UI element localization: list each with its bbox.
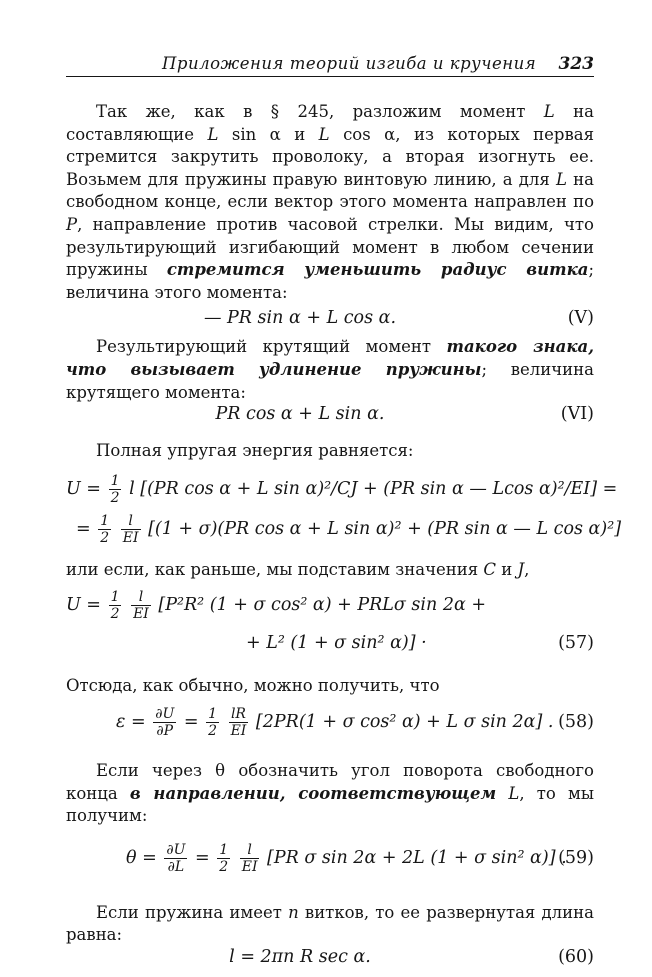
paragraph-3: Полная упругая энергия равняется:: [96, 441, 414, 461]
paragraph-7: Если пружина имеет n витков, то ее развернутая длина равна:: [66, 902, 594, 945]
fraction-half: $\frac{1}{2}$: [100, 512, 110, 546]
equation-60-body: l = 2πn R sec α.: [229, 946, 371, 967]
equation-v-number: (V): [567, 308, 594, 329]
paragraph-5: Отсюда, как обычно, можно получить, что: [66, 676, 440, 696]
equation-57-number: (57): [558, 633, 594, 654]
running-header: [66, 54, 594, 77]
equation-energy: [66, 463, 622, 551]
fraction-l-over-ei: $\frac{l}{EI}$: [122, 512, 139, 546]
paragraph-6: Если через θ обозначить угол поворота свободного конца в направлении, соответствующем L, то мы получим:: [66, 760, 595, 826]
fraction-half: $\frac{1}{2}$: [110, 472, 120, 506]
equation-59-body: θ = $\frac{\partial U}{\partial L}$ = $\frac{1}{2}$ $\frac{l}{EI}$ [PR σ sin 2α + 2L (1 + σ sin² α)] .: [126, 841, 567, 875]
equation-57: [66, 581, 594, 671]
equation-vi: [66, 404, 594, 432]
equation-energy-line-2: = $\frac{1}{2}$ $\frac{l}{EI}$ [(1 + σ)(PR cos α + L sin α)² + (PR sin α — L cos α)²]: [76, 512, 622, 546]
equation-57-line-1: U = $\frac{1}{2}$ $\frac{l}{EI}$ [P²R² (1 + σ cos² α) + PRLσ sin 2α +: [66, 589, 487, 623]
equation-59: [66, 828, 594, 892]
equation-58-number: (58): [558, 711, 594, 732]
equation-60-number: (60): [558, 946, 594, 967]
equation-57-line-2: + L² (1 + σ sin² α)] ·: [246, 633, 427, 654]
equation-vi-body: PR cos α + L sin α.: [215, 404, 385, 425]
equation-58: [66, 698, 594, 754]
equation-v: [66, 304, 594, 336]
paragraph-4: или если, как раньше, мы подставим значения C и J,: [66, 559, 530, 579]
header-title: Приложения теорий изгиба и кручения: [162, 54, 537, 73]
page: [66, 54, 622, 977]
equation-vi-number: (VI): [560, 404, 594, 425]
paragraph-2: Результирующий крутящий момент такого знака, что вызывает удлинение пружины; величина крутящего момента:: [66, 337, 595, 402]
equation-59-number: (59): [558, 847, 594, 868]
equation-energy-line-1: U = $\frac{1}{2}$ l [(PR cos α + L sin α)²/CJ + (PR sin α — Lcos α)²/EI] =: [66, 472, 618, 506]
paragraph-1: Так же, как в § 245, разложим момент L на составляющие L sin α и L cos α, из которых первая стремится закрутить проволоку, а вторая изогнуть ее. Возьмем для пружины правую винтовую линию, а для L на свободном конце, если вектор этого момента направлен по P, направление против часовой стрелки. Мы видим, что результирующий изгибающий момент в любом сечении пружины стремится уменьшить радиус витка; величина этого момента:: [66, 102, 594, 302]
equation-v-body: — PR sin α + L cos α.: [203, 308, 397, 329]
equation-60: [66, 947, 594, 977]
page-number: 323: [558, 54, 594, 74]
equation-58-body: ε = $\frac{\partial U}{\partial P}$ = $\frac{1}{2}$ $\frac{lR}{EI}$ [2PR(1 + σ cos² α) + L σ sin 2α] .: [116, 705, 554, 739]
